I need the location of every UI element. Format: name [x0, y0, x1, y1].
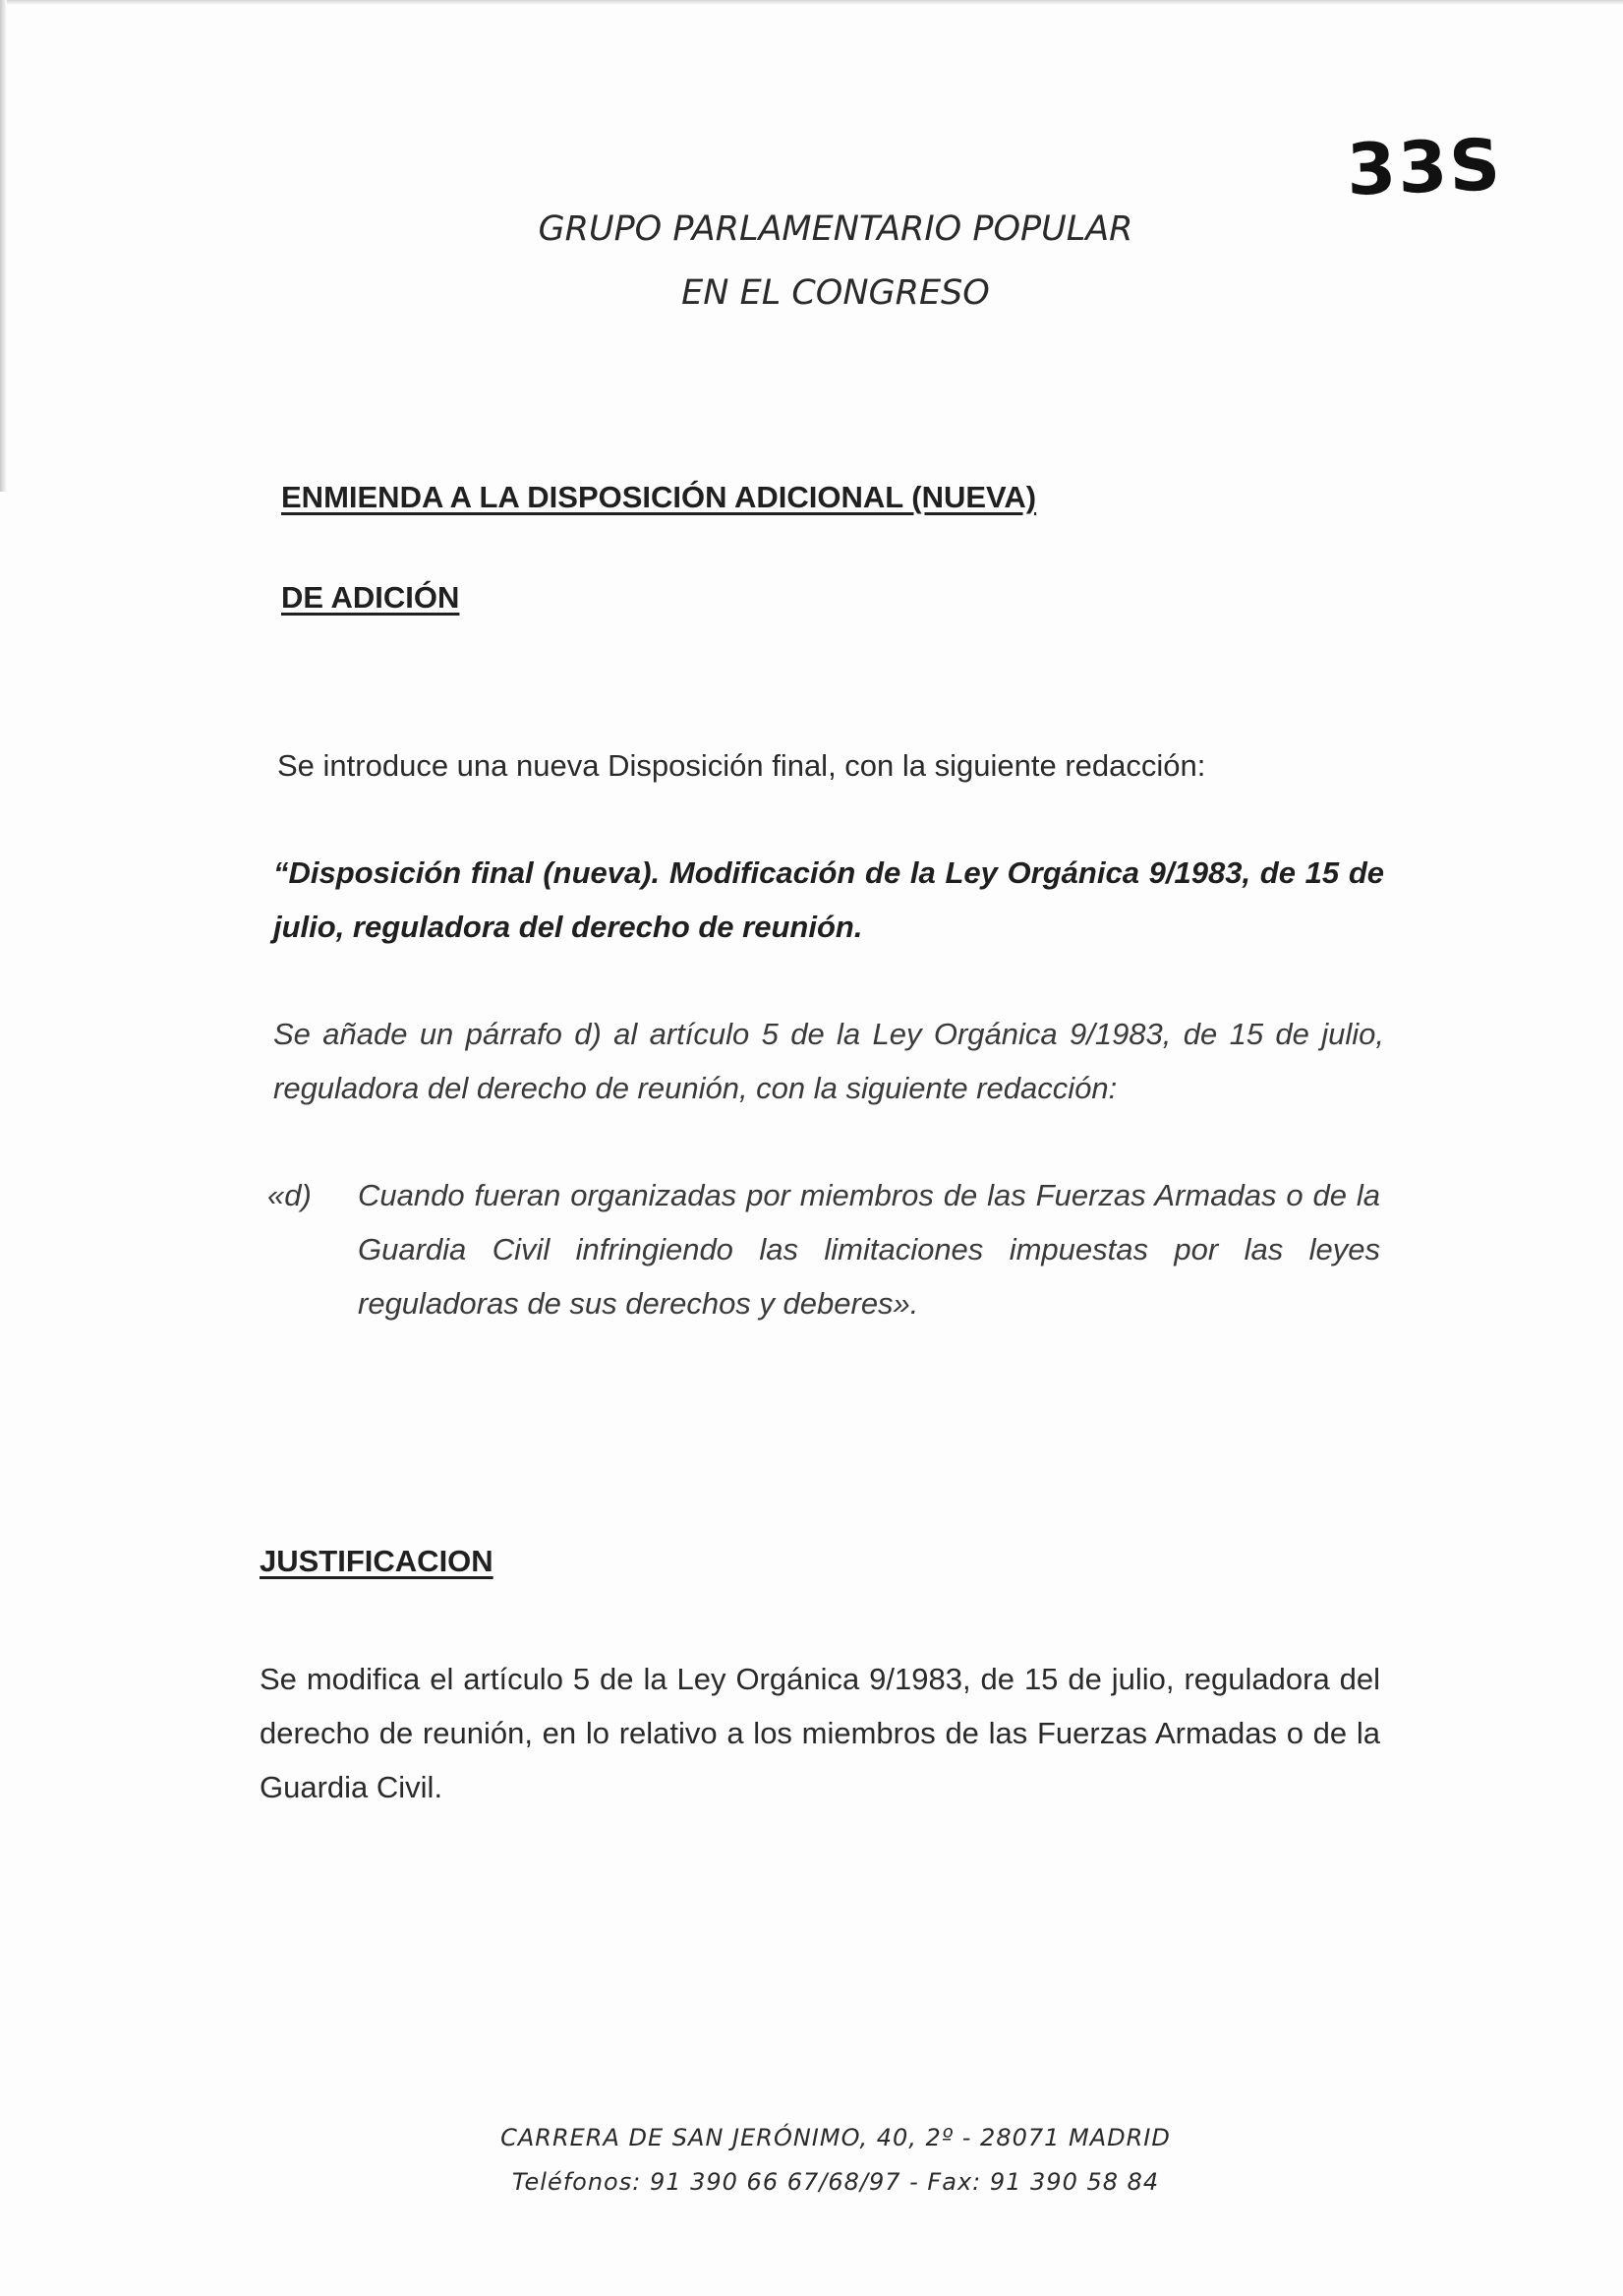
- provision-title: “Disposición final (nueva). Modificación de la Ley Orgánica 9/1983, de 15 de julio, reguladora del derecho de reunión.: [273, 855, 1384, 944]
- item-text: Cuando fueran organizadas por miembros de las Fuerzas Armadas o de la Guardia Civil infringiendo las limitaciones impuestas por las leyes reguladoras de sus derechos y deberes».: [358, 1178, 1380, 1321]
- amendment-intro: Se introduce una nueva Disposición final, con la siguiente redacción:: [277, 748, 1206, 783]
- header-line-2: EN EL CONGRESO: [681, 273, 990, 313]
- item-marker: «d): [267, 1178, 312, 1212]
- scan-edge-top: [0, 0, 1623, 5]
- amendment-title: ENMIENDA A LA DISPOSICIÓN ADICIONAL (NUEVA): [281, 480, 1037, 514]
- amendment-type: DE ADICIÓN: [281, 580, 460, 615]
- header-line-1: GRUPO PARLAMENTARIO POPULAR: [538, 209, 1133, 249]
- justification-text: Se modifica el artículo 5 de la Ley Orgánica 9/1983, de 15 de julio, reguladora del derecho de reunión, en lo relativo a los miembros de las Fuerzas Armadas o de la Guardia Civil.: [260, 1662, 1380, 1804]
- handwritten-page-number: 33S: [1345, 123, 1504, 211]
- footer-address: CARRERA DE SAN JERÓNIMO, 40, 2º - 28071 MADRID: [500, 2124, 1171, 2151]
- footer-phones: Teléfonos: 91 390 66 67/68/97 - Fax: 91 390 58 84: [511, 2168, 1160, 2196]
- provision-body: Se añade un párrafo d) al artículo 5 de la Ley Orgánica 9/1983, de 15 de julio, reguladora del derecho de reunión, con la siguiente redacción:: [273, 1017, 1384, 1105]
- justification-title: JUSTIFICACION: [260, 1544, 493, 1578]
- scan-edge-left: [0, 0, 7, 492]
